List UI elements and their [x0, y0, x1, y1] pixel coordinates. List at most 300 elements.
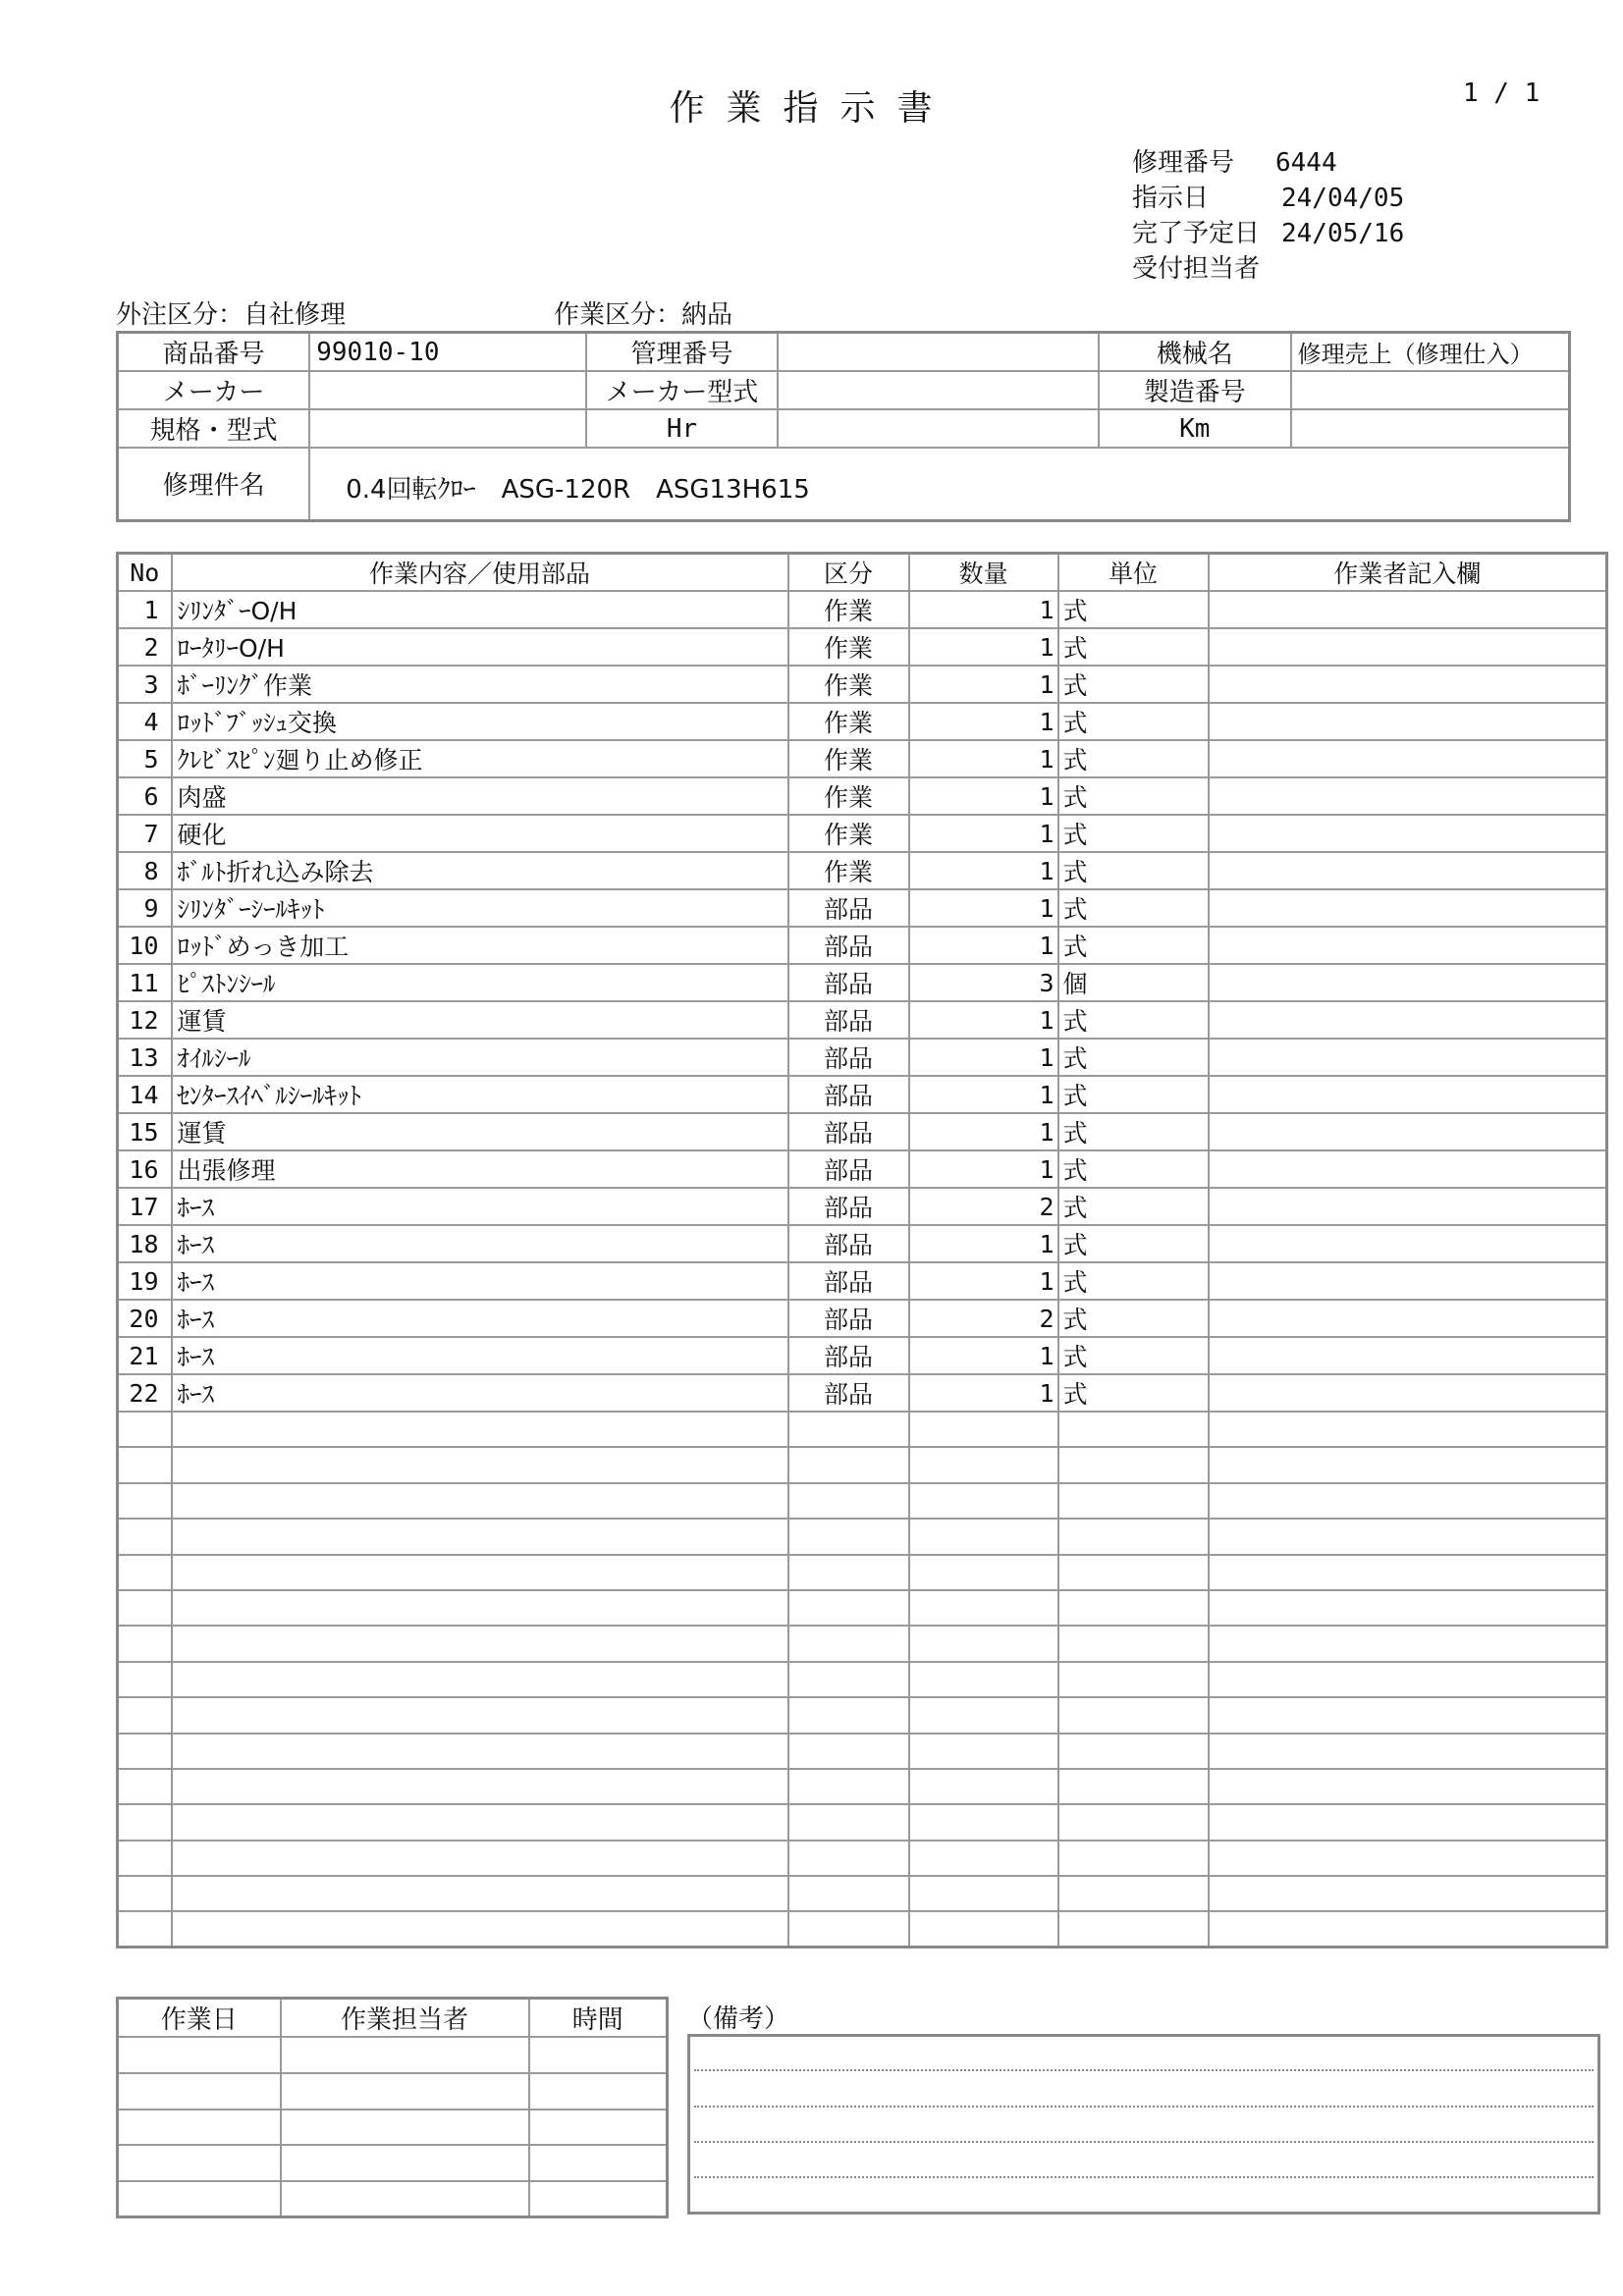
row-qty	[909, 1697, 1058, 1733]
table-row	[118, 964, 1607, 1001]
row-kubun	[788, 1804, 909, 1840]
time-cell	[529, 2181, 668, 2217]
row-note	[1209, 1769, 1607, 1804]
row-content: ﾛｰﾀﾘｰO/H	[172, 628, 788, 666]
row-kubun: 作業	[788, 740, 909, 777]
row-content: 硬化	[172, 815, 788, 852]
row-kubun: 部品	[788, 1262, 909, 1300]
row-kubun	[788, 1697, 909, 1733]
row-kubun: 部品	[788, 889, 909, 927]
row-no: 12	[118, 1001, 172, 1039]
row-unit: 式	[1058, 628, 1209, 666]
row-note	[1209, 1662, 1607, 1697]
empty-row	[118, 1519, 1607, 1554]
repair-item-label: 修理件名	[118, 448, 310, 520]
row-note	[1209, 1337, 1607, 1374]
work-log-table	[116, 1997, 669, 2218]
row-note	[1209, 703, 1607, 740]
row-qty: 1	[909, 1337, 1058, 1374]
row-kubun	[788, 1590, 909, 1626]
worker-cell	[281, 2037, 529, 2073]
row-unit: 式	[1058, 1337, 1209, 1374]
row-note	[1209, 1555, 1607, 1590]
row-content: ﾎﾞｰﾘﾝｸﾞ作業	[172, 666, 788, 703]
row-kubun: 作業	[788, 628, 909, 666]
worker-cell	[281, 2073, 529, 2109]
row-note	[1209, 1911, 1607, 1947]
row-unit: 式	[1058, 1150, 1209, 1188]
row-kubun: 部品	[788, 1225, 909, 1262]
empty-row	[118, 1734, 1607, 1769]
row-content	[172, 1626, 788, 1661]
row-qty: 1	[909, 1039, 1058, 1076]
serial-no-label: 製造番号	[1099, 371, 1291, 409]
row-qty	[909, 1519, 1058, 1554]
memo-line	[694, 2069, 1594, 2071]
row-qty: 1	[909, 1001, 1058, 1039]
row-kubun	[788, 1626, 909, 1661]
spec-label: 規格・型式	[118, 409, 310, 448]
row-content	[172, 1447, 788, 1482]
row-kubun	[788, 1447, 909, 1482]
row-content: ﾎｰｽ	[172, 1262, 788, 1300]
memo-line	[694, 2176, 1594, 2178]
row-qty: 1	[909, 1374, 1058, 1412]
row-unit: 個	[1058, 964, 1209, 1001]
row-unit	[1058, 1804, 1209, 1840]
col-header-no: No	[118, 554, 172, 592]
row-content: 出張修理	[172, 1150, 788, 1188]
worker-cell	[281, 2181, 529, 2217]
row-note	[1209, 1262, 1607, 1300]
time-header: 時間	[529, 1999, 668, 2038]
row-qty	[909, 1841, 1058, 1876]
row-unit	[1058, 1519, 1209, 1554]
row-kubun	[788, 1555, 909, 1590]
row-no: 2	[118, 628, 172, 666]
row-note	[1209, 1150, 1607, 1188]
row-qty	[909, 1590, 1058, 1626]
hr-label: Hr	[586, 409, 779, 448]
row-note	[1209, 1374, 1607, 1412]
time-cell	[529, 2145, 668, 2181]
empty-row	[118, 1626, 1607, 1661]
row-note	[1209, 1076, 1607, 1113]
receptionist-row	[1132, 251, 1275, 287]
row-no: 15	[118, 1113, 172, 1150]
work-category: 作業区分：納品	[554, 300, 733, 330]
row-no	[118, 1590, 172, 1626]
row-qty: 3	[909, 964, 1058, 1001]
row-no: 16	[118, 1150, 172, 1188]
row-unit	[1058, 1697, 1209, 1733]
row-unit: 式	[1058, 777, 1209, 815]
worker-cell	[281, 2109, 529, 2146]
table-row	[118, 740, 1607, 777]
product-no-label: 商品番号	[118, 333, 310, 372]
row-qty: 1	[909, 591, 1058, 628]
worker-cell	[281, 2145, 529, 2181]
row-qty	[909, 1876, 1058, 1911]
instruction-date-row	[1132, 181, 1404, 216]
row-no	[118, 1555, 172, 1590]
row-kubun	[788, 1911, 909, 1947]
row-no	[118, 1483, 172, 1519]
row-unit: 式	[1058, 1113, 1209, 1150]
row-content	[172, 1483, 788, 1519]
row-kubun	[788, 1483, 909, 1519]
instruction-date: 24/04/05	[1281, 184, 1405, 213]
row-qty	[909, 1447, 1058, 1482]
row-unit: 式	[1058, 1225, 1209, 1262]
row-qty	[909, 1804, 1058, 1840]
row-kubun: 部品	[788, 1113, 909, 1150]
row-qty	[909, 1555, 1058, 1590]
row-content	[172, 1734, 788, 1769]
row-kubun: 部品	[788, 1150, 909, 1188]
row-no	[118, 1626, 172, 1661]
row-note	[1209, 927, 1607, 964]
row-note	[1209, 1626, 1607, 1661]
row-kubun: 部品	[788, 1001, 909, 1039]
table-row	[118, 1001, 1607, 1039]
col-header-content: 作業内容／使用部品	[172, 554, 788, 592]
row-kubun: 作業	[788, 852, 909, 889]
work-log-header-row	[118, 1999, 668, 2038]
row-qty: 1	[909, 889, 1058, 927]
row-qty: 1	[909, 666, 1058, 703]
row-unit: 式	[1058, 815, 1209, 852]
row-note	[1209, 1412, 1607, 1447]
row-qty	[909, 1483, 1058, 1519]
time-cell	[529, 2073, 668, 2109]
row-content: ﾎｰｽ	[172, 1300, 788, 1337]
row-note	[1209, 815, 1607, 852]
repair-number-label: 修理番号	[1132, 148, 1235, 178]
work-log-row	[118, 2145, 668, 2181]
row-qty	[909, 1412, 1058, 1447]
memo-label: （備考）	[687, 2004, 790, 2034]
row-note	[1209, 666, 1607, 703]
row-note	[1209, 777, 1607, 815]
empty-row	[118, 1555, 1607, 1590]
table-row	[118, 1039, 1607, 1076]
time-cell	[529, 2037, 668, 2073]
row-no: 4	[118, 703, 172, 740]
row-no: 6	[118, 777, 172, 815]
row-content	[172, 1590, 788, 1626]
row-content	[172, 1769, 788, 1804]
row-content	[172, 1841, 788, 1876]
completion-date-label: 完了予定日	[1132, 219, 1261, 248]
row-kubun	[788, 1734, 909, 1769]
row-qty	[909, 1769, 1058, 1804]
table-row	[118, 666, 1607, 703]
row-no: 1	[118, 591, 172, 628]
row-content	[172, 1876, 788, 1911]
row-no: 20	[118, 1300, 172, 1337]
row-qty: 2	[909, 1300, 1058, 1337]
row-unit	[1058, 1412, 1209, 1447]
row-content: 運賃	[172, 1001, 788, 1039]
row-content	[172, 1911, 788, 1947]
row-content	[172, 1662, 788, 1697]
row-kubun: 作業	[788, 591, 909, 628]
row-note	[1209, 1519, 1607, 1554]
row-kubun: 作業	[788, 815, 909, 852]
row-unit	[1058, 1447, 1209, 1482]
worker-header: 作業担当者	[281, 1999, 529, 2038]
memo-box	[687, 2034, 1600, 2215]
row-qty: 1	[909, 1150, 1058, 1188]
empty-row	[118, 1697, 1607, 1733]
row-kubun	[788, 1876, 909, 1911]
table-row	[118, 927, 1607, 964]
work-date-cell	[118, 2109, 281, 2146]
row-note	[1209, 1697, 1607, 1733]
table-row	[118, 1262, 1607, 1300]
row-content: 運賃	[172, 1113, 788, 1150]
row-kubun: 部品	[788, 1374, 909, 1412]
row-qty	[909, 1662, 1058, 1697]
row-content: ｼﾘﾝﾀﾞｰO/H	[172, 591, 788, 628]
row-content	[172, 1555, 788, 1590]
col-header-kubun: 区分	[788, 554, 909, 592]
repair-number-row	[1132, 145, 1337, 181]
machine-name: 修理売上（修理仕入）	[1291, 333, 1570, 372]
row-unit	[1058, 1555, 1209, 1590]
row-qty: 2	[909, 1188, 1058, 1225]
maker-model-label: メーカー型式	[586, 371, 779, 409]
row-no: 18	[118, 1225, 172, 1262]
machine-name-label: 機械名	[1099, 333, 1291, 372]
row-kubun: 部品	[788, 1300, 909, 1337]
work-log-body	[118, 2037, 668, 2217]
row-content: ﾎｰｽ	[172, 1374, 788, 1412]
row-content	[172, 1804, 788, 1840]
row-unit	[1058, 1662, 1209, 1697]
row-content: ﾎｰｽ	[172, 1337, 788, 1374]
row-content: ｵｲﾙｼｰﾙ	[172, 1039, 788, 1076]
row-unit: 式	[1058, 1374, 1209, 1412]
empty-row	[118, 1483, 1607, 1519]
row-no: 22	[118, 1374, 172, 1412]
table-row	[118, 1188, 1607, 1225]
row-note	[1209, 1483, 1607, 1519]
row-unit: 式	[1058, 591, 1209, 628]
row-qty: 1	[909, 703, 1058, 740]
row-qty: 1	[909, 1076, 1058, 1113]
table-row	[118, 1150, 1607, 1188]
info-table	[116, 331, 1571, 522]
row-content: ｾﾝﾀｰｽｲﾍﾞﾙｼｰﾙｷｯﾄ	[172, 1076, 788, 1113]
row-note	[1209, 591, 1607, 628]
row-unit	[1058, 1769, 1209, 1804]
row-no: 14	[118, 1076, 172, 1113]
table-row	[118, 852, 1607, 889]
empty-row	[118, 1590, 1607, 1626]
row-note	[1209, 1804, 1607, 1840]
row-note	[1209, 1841, 1607, 1876]
row-qty: 1	[909, 740, 1058, 777]
row-unit	[1058, 1483, 1209, 1519]
row-note	[1209, 1447, 1607, 1482]
row-kubun	[788, 1841, 909, 1876]
spec	[309, 409, 585, 448]
row-unit: 式	[1058, 1300, 1209, 1337]
mgmt-no-label: 管理番号	[586, 333, 779, 372]
row-no: 21	[118, 1337, 172, 1374]
row-content: 肉盛	[172, 777, 788, 815]
row-unit: 式	[1058, 1076, 1209, 1113]
outsource-category: 外注区分：自社修理	[116, 300, 347, 330]
row-no	[118, 1519, 172, 1554]
row-note	[1209, 1113, 1607, 1150]
empty-row	[118, 1841, 1607, 1876]
page-number: 1 / 1	[1463, 79, 1541, 108]
row-no	[118, 1697, 172, 1733]
repair-item: 0.4回転ｸﾛｰ ASG-120R ASG13H615	[309, 448, 1569, 520]
work-date-header: 作業日	[118, 1999, 281, 2038]
row-no: 17	[118, 1188, 172, 1225]
table-header-row	[118, 554, 1607, 592]
row-qty: 1	[909, 852, 1058, 889]
maker-label: メーカー	[118, 371, 310, 409]
row-no: 13	[118, 1039, 172, 1076]
memo-line	[694, 2141, 1594, 2143]
repair-number: 6444	[1275, 148, 1337, 178]
row-content: ﾎﾞﾙﾄ折れ込み除去	[172, 852, 788, 889]
table-row	[118, 815, 1607, 852]
row-qty: 1	[909, 628, 1058, 666]
row-content: ﾛｯﾄﾞﾌﾞｯｼｭ交換	[172, 703, 788, 740]
row-content: ﾛｯﾄﾞめっき加工	[172, 927, 788, 964]
mgmt-no	[778, 333, 1099, 372]
row-content	[172, 1519, 788, 1554]
memo-line	[694, 2106, 1594, 2108]
col-header-unit: 単位	[1058, 554, 1209, 592]
col-header-qty: 数量	[909, 554, 1058, 592]
time-cell	[529, 2109, 668, 2146]
document-title: 作業指示書	[669, 88, 954, 129]
row-note	[1209, 1734, 1607, 1769]
row-note	[1209, 1188, 1607, 1225]
completion-date: 24/05/16	[1281, 219, 1405, 248]
row-no	[118, 1447, 172, 1482]
row-unit: 式	[1058, 1039, 1209, 1076]
row-note	[1209, 1225, 1607, 1262]
row-content	[172, 1412, 788, 1447]
row-kubun: 作業	[788, 777, 909, 815]
row-qty: 1	[909, 1113, 1058, 1150]
work-date-cell	[118, 2073, 281, 2109]
row-unit: 式	[1058, 852, 1209, 889]
row-no	[118, 1841, 172, 1876]
product-no: 99010-10	[309, 333, 585, 372]
row-kubun: 部品	[788, 927, 909, 964]
table-row	[118, 703, 1607, 740]
row-content: ﾎｰｽ	[172, 1225, 788, 1262]
row-qty: 1	[909, 927, 1058, 964]
row-kubun	[788, 1769, 909, 1804]
work-log-row	[118, 2109, 668, 2146]
work-date-cell	[118, 2181, 281, 2217]
row-qty	[909, 1626, 1058, 1661]
row-note	[1209, 1876, 1607, 1911]
row-no: 19	[118, 1262, 172, 1300]
row-kubun: 作業	[788, 703, 909, 740]
work-date-cell	[118, 2037, 281, 2073]
row-note	[1209, 852, 1607, 889]
empty-row	[118, 1804, 1607, 1840]
row-no	[118, 1876, 172, 1911]
row-note	[1209, 964, 1607, 1001]
row-no	[118, 1734, 172, 1769]
row-unit: 式	[1058, 703, 1209, 740]
row-unit	[1058, 1590, 1209, 1626]
row-unit: 式	[1058, 666, 1209, 703]
row-content: ｸﾚﾋﾞｽﾋﾟﾝ廻り止め修正	[172, 740, 788, 777]
row-unit	[1058, 1876, 1209, 1911]
row-qty: 1	[909, 777, 1058, 815]
row-note	[1209, 1590, 1607, 1626]
row-no: 11	[118, 964, 172, 1001]
row-kubun	[788, 1519, 909, 1554]
serial-no	[1291, 371, 1570, 409]
row-content: ﾎｰｽ	[172, 1188, 788, 1225]
hr-value	[778, 409, 1099, 448]
empty-row	[118, 1911, 1607, 1947]
table-row	[118, 628, 1607, 666]
col-header-note: 作業者記入欄	[1209, 554, 1607, 592]
row-qty	[909, 1911, 1058, 1947]
table-row	[118, 1337, 1607, 1374]
row-no: 10	[118, 927, 172, 964]
row-no	[118, 1911, 172, 1947]
row-note	[1209, 1300, 1607, 1337]
completion-date-row	[1132, 216, 1404, 251]
row-no	[118, 1804, 172, 1840]
table-row	[118, 1374, 1607, 1412]
row-unit	[1058, 1841, 1209, 1876]
row-note	[1209, 889, 1607, 927]
row-kubun: 作業	[788, 666, 909, 703]
row-no	[118, 1662, 172, 1697]
maker	[309, 371, 585, 409]
work-log-row	[118, 2181, 668, 2217]
empty-row	[118, 1876, 1607, 1911]
row-unit	[1058, 1911, 1209, 1947]
row-unit: 式	[1058, 740, 1209, 777]
empty-row	[118, 1447, 1607, 1482]
empty-row	[118, 1412, 1607, 1447]
row-unit: 式	[1058, 889, 1209, 927]
row-kubun: 部品	[788, 964, 909, 1001]
row-content	[172, 1697, 788, 1733]
empty-row	[118, 1769, 1607, 1804]
row-kubun	[788, 1662, 909, 1697]
row-no	[118, 1769, 172, 1804]
row-no: 9	[118, 889, 172, 927]
row-note	[1209, 740, 1607, 777]
row-unit: 式	[1058, 1262, 1209, 1300]
row-kubun: 部品	[788, 1076, 909, 1113]
table-row	[118, 1113, 1607, 1150]
km-value	[1291, 409, 1570, 448]
row-unit: 式	[1058, 1001, 1209, 1039]
row-no: 8	[118, 852, 172, 889]
table-row	[118, 591, 1607, 628]
